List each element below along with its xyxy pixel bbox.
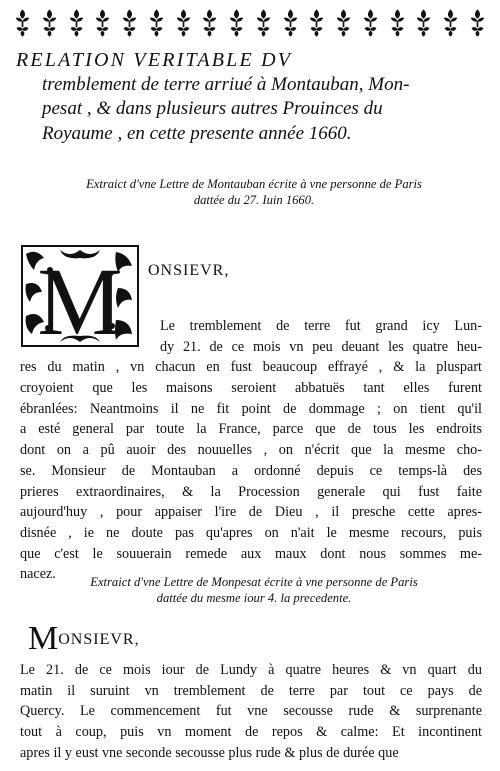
fleuron-icon: [121, 8, 138, 38]
letter-2-body: [20, 660, 482, 763]
text-line: que c'est le souuerain remede aux maux dont nous sommes me-: [20, 545, 482, 562]
fleuron-icon: [255, 8, 272, 38]
salutation-2: [28, 620, 140, 658]
initial-m: M: [28, 620, 59, 657]
fleuron-icon: [201, 8, 218, 38]
fleuron-icon: [442, 8, 459, 38]
fleuron-icon: [228, 8, 245, 38]
fleuron-icon: [41, 8, 58, 38]
fleuron-icon: [389, 8, 406, 38]
extract-1-line-2: dattée du 27. Iuin 1660.: [193, 193, 315, 207]
svg-text:M: M: [37, 248, 123, 348]
text-line: Le 21. de ce mois iour de Lundy à quatre heures & vn quart du: [20, 662, 482, 678]
text-line: ébranlées: Neantmoins il ne fit point de dommage ; on tient qu'il: [20, 400, 482, 417]
extract-2-line-1: Extraict d'vne Lettre de Monpesat écrite à vne personne de Paris: [90, 575, 418, 589]
text-line: aujourd'huy , pour appaiser l'ire de Dieu , il presche cette apres-: [20, 504, 482, 521]
text-line: Quercy. Le commencement fut vne secousse rude & surprenante: [20, 703, 482, 720]
title-line-3: pesat , & dans plusieurs autres Prouinces du: [42, 98, 383, 119]
text-line: dy 21. de ce mois vn peu deuant les quatre heu-: [160, 338, 482, 355]
title-line-1: RELATION VERITABLE DV: [16, 49, 293, 71]
fleuron-icon: [282, 8, 299, 38]
document-title: [16, 48, 490, 146]
text-line: prieres extraordinaires, & la Procession generale qui fust faite: [20, 483, 482, 500]
fleuron-icon: [335, 8, 352, 38]
text-line: apres il y eust vne seconde secousse plus rude & plus de durée que: [20, 744, 399, 761]
title-line-4: Royaume , en cette presente année 1660.: [42, 122, 352, 144]
ornament-band: [14, 6, 486, 40]
fleuron-icon: [415, 8, 432, 38]
fleuron-icon: [14, 8, 31, 38]
fleuron-icon: [68, 8, 85, 38]
fleuron-icon: [469, 8, 486, 38]
text-line: Le tremblement de terre fut grand icy Lun-: [160, 318, 482, 334]
text-line: matin il suruint vn tremblement de terre par tout ce pays de: [20, 682, 482, 699]
extract-2-line-2: dattée du mesme iour 4. la precedente.: [156, 591, 352, 605]
text-line: disnée , ie ne doute pas qu'apres on n'ait le mesme recours, puis: [20, 524, 482, 541]
extract-heading-1: [24, 176, 484, 208]
letter-1-body: [20, 316, 482, 585]
extract-heading-2: [24, 574, 484, 606]
text-line: croyoient que les maisons seroient abbatuës tant elles furent: [20, 380, 482, 397]
salutation-1: ONSIEVR,: [148, 262, 230, 279]
fleuron-icon: [94, 8, 111, 38]
title-line-2: tremblement de terre arriué à Montauban, Mon-: [42, 73, 410, 95]
text-line: nacez.: [20, 566, 56, 583]
text-line: dont on a pû auoir des nouuelles , on n'écrit que la mesme cho-: [20, 442, 482, 459]
text-line: se. Monsieur de Montauban a ordonné depuis ce temps-là des: [20, 462, 482, 479]
fleuron-icon: [175, 8, 192, 38]
fleuron-icon: [308, 8, 325, 38]
text-line: res du matin , vn chacun en fust beaucoup effrayé , & la pluspart: [20, 359, 482, 376]
fleuron-icon: [362, 8, 379, 38]
text-line: a esté general par toute la France, parce que de tous les endroits: [20, 421, 482, 438]
fleuron-icon: [148, 8, 165, 38]
text-line: tout à coup, puis vn moment de repos & calme: Et incontinent: [20, 724, 482, 741]
extract-1-line-1: Extraict d'vne Lettre de Montauban écrite à vne personne de Paris: [86, 177, 422, 191]
salutation-2-text: ONSIEVR,: [58, 631, 140, 648]
